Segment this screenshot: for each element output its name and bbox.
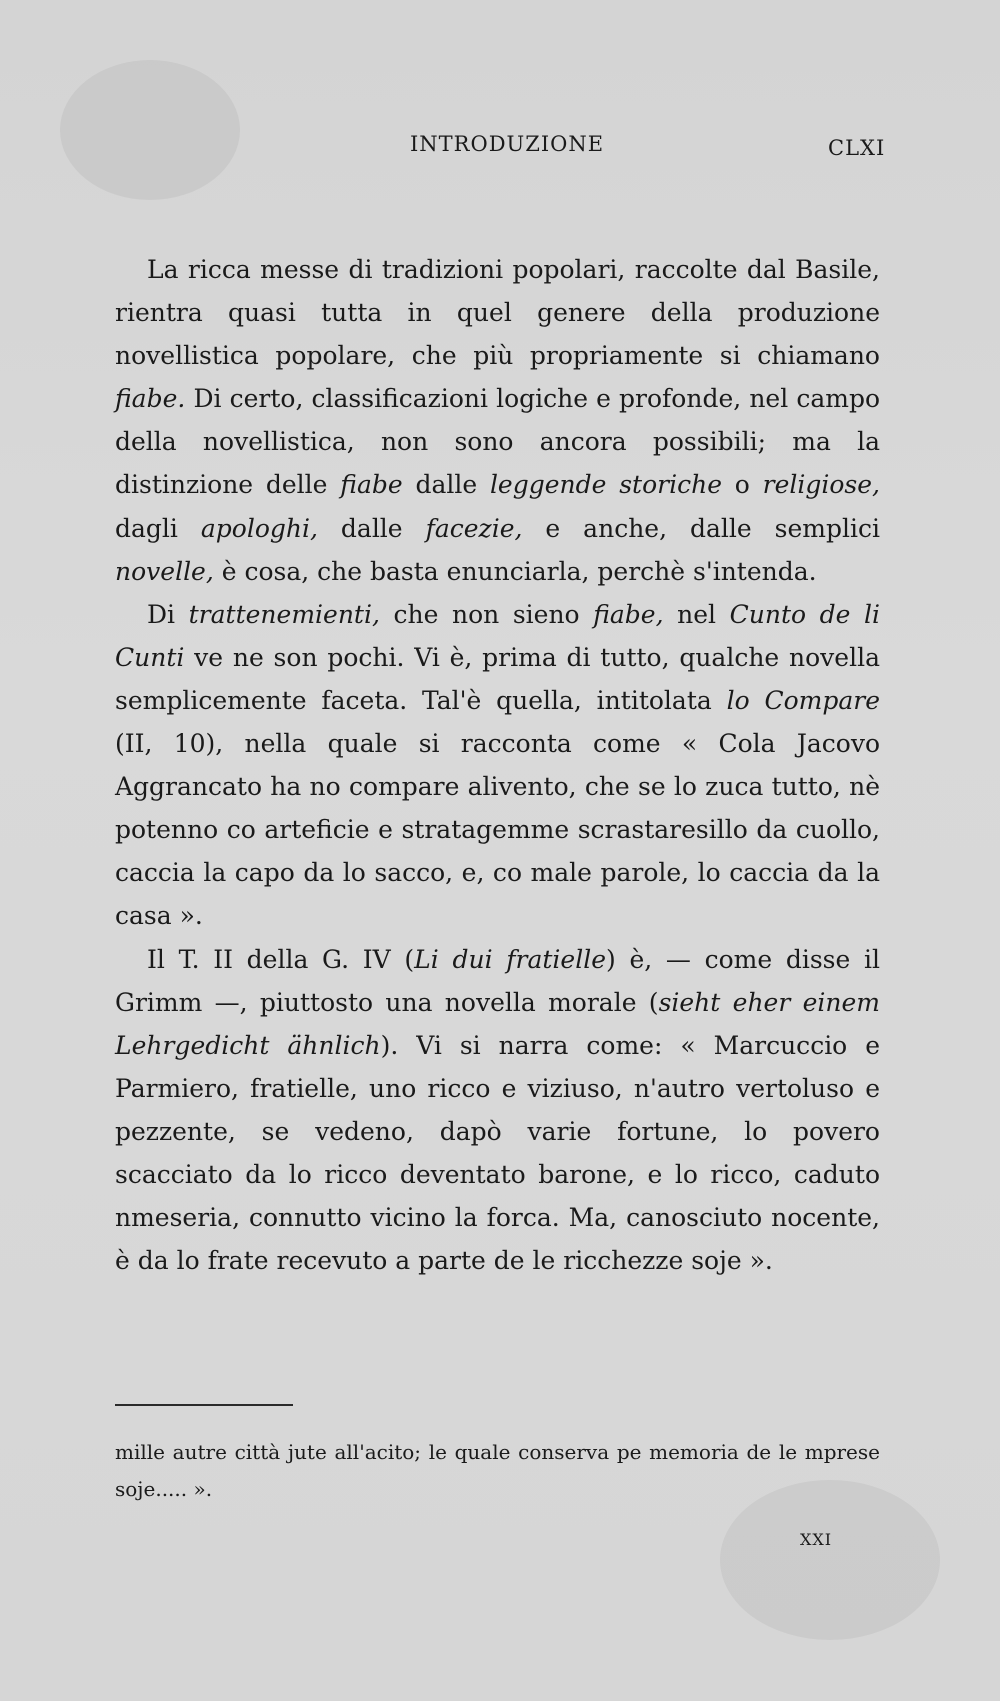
paper-stain xyxy=(60,60,240,200)
text-run: e anche, dalle semplici xyxy=(522,513,880,543)
footnote: mille autre città jute all'acito; le quale conserva pe memoria de le mprese soje..... ». xyxy=(115,1440,880,1501)
body-text xyxy=(115,248,880,1282)
text-run: Il T. II della G. IV ( xyxy=(147,944,415,974)
text-run: nel xyxy=(663,599,730,629)
italic-text: fiabe, xyxy=(593,599,664,629)
text-run: dalle xyxy=(317,513,426,543)
signature-mark: XXI xyxy=(800,1530,833,1549)
paragraph-2 xyxy=(115,593,880,938)
italic-text: leggende storiche xyxy=(489,470,722,500)
running-title: INTRODUZIONE xyxy=(410,132,605,156)
text-run: ve ne son pochi. Vi è, prima di tutto, qualche novella semplicemente faceta. Tal'è quella, intitolata xyxy=(115,642,880,715)
footnote-rule xyxy=(115,1404,293,1406)
paragraph-3 xyxy=(115,938,880,1283)
text-run: è cosa, che basta enunciarla, perchè s'intenda. xyxy=(213,556,817,586)
italic-text: apologhi, xyxy=(200,513,318,543)
text-run: ) è, — come disse il Grimm —, piuttosto una novella morale ( xyxy=(115,944,880,1017)
text-run: dagli xyxy=(115,513,201,543)
text-run: Di xyxy=(147,599,189,629)
italic-text: Cunto de li Cunti xyxy=(115,599,880,672)
text-run: ). Vi si narra come: « Marcuccio e Parmiero, fratielle, uno ricco e viziuso, n'autro vertoluso e pezzente, se vedeno, dapò varie fortune, lo povero scacciato da lo ricco deventato barone, e lo ricco, caduto nmeseria, connutto vicino la forca. Ma, canosciuto nocente, è da lo frate recevuto a parte de le ricchezze soje ». xyxy=(115,1030,881,1276)
page-number: CLXI xyxy=(828,136,886,160)
paragraph-1 xyxy=(115,248,880,593)
running-head xyxy=(0,132,1000,172)
italic-text: trattenemienti, xyxy=(188,599,380,629)
text-run: dalle xyxy=(402,470,490,500)
italic-text: lo Compare xyxy=(726,685,880,715)
italic-text: religiose, xyxy=(762,470,880,500)
italic-text: sieht eher einem Lehrgedicht ähnlich xyxy=(115,987,880,1060)
text-run: La ricca messe di tradizioni popolari, raccolte dal Basile, rientra quasi tutta in quel genere della produzione novellistica popolare, che più propriamente si chiamano xyxy=(115,255,880,371)
italic-text: Li dui fratielle xyxy=(414,944,606,974)
italic-text: facezie, xyxy=(425,513,523,543)
text-run: Di certo, classificazioni logiche e profonde, nel campo della novellistica, non sono ancora possibili; ma la distinzione delle xyxy=(115,384,880,500)
text-run: che non sieno xyxy=(379,599,594,629)
italic-text: novelle, xyxy=(115,556,214,586)
text-run: o xyxy=(722,470,763,500)
italic-text: fiabe xyxy=(340,470,403,500)
italic-text: fiabe. xyxy=(115,384,186,414)
text-run: (II, 10), nella quale si racconta come « Cola Jacovo Aggrancato ha no compare alivento, che se lo zuca tutto, nè potenno co arteficie e stratagemme scrastaresillo da cuollo, caccia la capo da lo sacco, e, co male parole, lo caccia da la casa ». xyxy=(115,729,880,931)
